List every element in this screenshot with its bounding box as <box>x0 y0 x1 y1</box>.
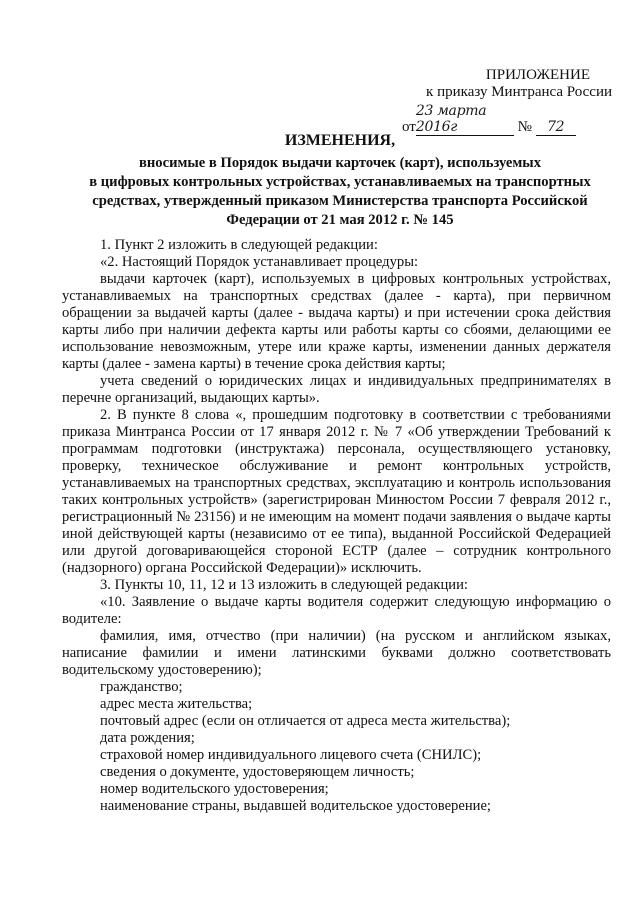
number-prefix: № <box>517 119 532 135</box>
paragraph: почтовый адрес (если он отличается от адреса места жительства); <box>100 713 511 729</box>
paragraph: фамилия, имя, отчество (при наличии) (на русском и английском языках, написание фамилии и имени латинскими буквами должно соответствовать водительскому удостоверению); <box>62 628 611 678</box>
handwritten-date: 23 марта 2016г <box>416 103 514 136</box>
paragraph: 2. В пункте 8 слова «, прошедшим подготовку в соответствии с требованиями приказа Минтранса России от 17 января 2012 г. № 7 «Об утверждении Требований к программам подготовки (инструктажа) персонала, осуществляющего установку, проверку, техническое обслуживание и ремонт контрольных устройств, устанавливаемых на транспортных средствах, эксплуатацию и контроль использования таких контрольных устройств» (зарегистрирован Минюстом России 7 февраля 2012 г., регистрационный № 23156) и не имеющим на момент подачи заявления о выдаче карты иной действующей карты (независимо от ее типа), выданной Российской Федерацией или другой договаривающейся стороной ЕСТР (далее – сотрудник контрольного (надзорного) органа Российской Федерации)» исключить. <box>62 407 611 576</box>
paragraph: дата рождения; <box>100 730 195 746</box>
paragraph: номер водительского удостоверения; <box>100 781 329 797</box>
doc-subtitle-line: в цифровых контрольных устройствах, устанавливаемых на транспортных <box>89 174 591 190</box>
paragraph: учета сведений о юридических лицах и индивидуальных предпринимателях в перечне организаций, выдающих карты». <box>62 373 611 406</box>
paragraph: «10. Заявление о выдаче карты водителя содержит следующую информацию о водителе: <box>62 594 611 627</box>
paragraph: гражданство; <box>100 679 183 695</box>
paragraph: адрес места жительства; <box>100 696 253 712</box>
paragraph: сведения о документе, удостоверяющем личность; <box>100 764 415 780</box>
paragraph: выдачи карточек (карт), используемых в цифровых контрольных устройствах, устанавливаемых на транспортных средствах (далее - карта), при первичном обращении за выдачей карты (далее - выдача карты) и при истечении срока действия карты либо при наличии дефекта карты или работы карты со сбоями, делающими ее использование невозможным, утере или краже карты, изменении данных держателя карты (далее - замена карты) в течение срока действия карты; <box>62 271 611 372</box>
document-body <box>62 237 611 815</box>
doc-subtitle <box>60 154 620 230</box>
doc-subtitle-line: вносимые в Порядок выдачи карточек (карт), используемых <box>139 155 541 171</box>
doc-subtitle-line: Федерации от 21 мая 2012 г. № 145 <box>226 212 454 228</box>
appendix-subtitle: к приказу Минтранса России <box>426 84 612 100</box>
paragraph: 3. Пункты 10, 11, 12 и 13 изложить в следующей редакции: <box>100 577 468 593</box>
paragraph: наименование страны, выдавшей водительское удостоверение; <box>100 798 491 814</box>
doc-subtitle-line: средствах, утвержденный приказом Министерства транспорта Российской <box>92 193 588 209</box>
date-prefix: от <box>402 119 416 135</box>
paragraph: «2. Настоящий Порядок устанавливает процедуры: <box>100 254 419 270</box>
paragraph: страховой номер индивидуального лицевого счета (СНИЛС); <box>100 747 482 763</box>
handwritten-number: 72 <box>536 119 576 136</box>
appendix-title: ПРИЛОЖЕНИЕ <box>485 67 590 83</box>
doc-heading: ИЗМЕНЕНИЯ, <box>284 132 396 149</box>
paragraph: 1. Пункт 2 изложить в следующей редакции: <box>100 237 378 253</box>
